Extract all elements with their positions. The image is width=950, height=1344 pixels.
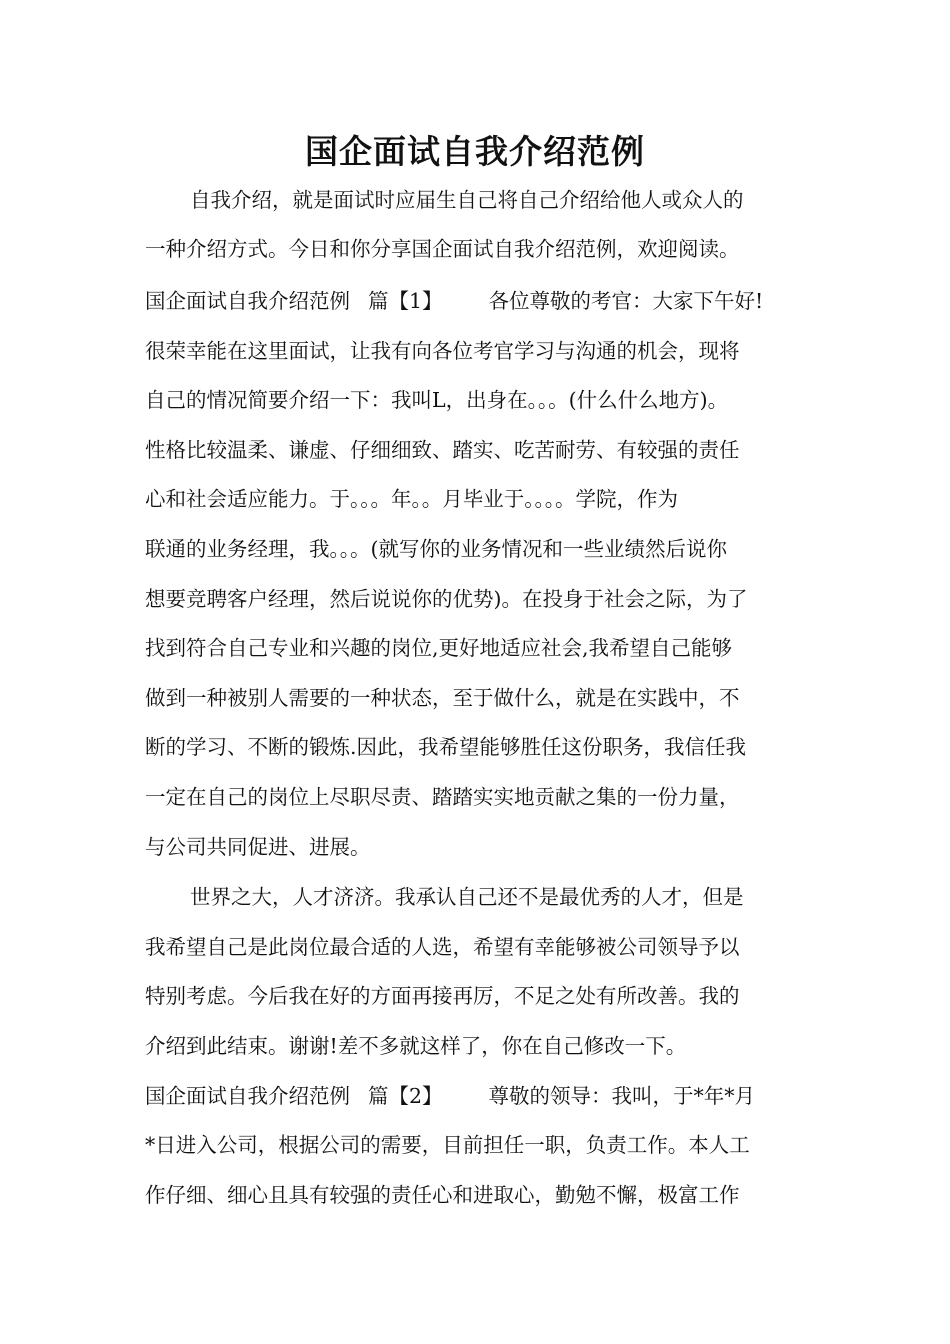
section-1-heading: 国企面试自我介绍范例 bbox=[145, 289, 350, 313]
body-line: 找到符合自己专业和兴趣的岗位,更好地适应社会,我希望自己能够 bbox=[145, 636, 733, 660]
body-line: *日进入公司，根据公司的需要，目前担任一职，负责工作。本人工 bbox=[145, 1133, 750, 1157]
body-line: 特别考虑。今后我在好的方面再接再厉，不足之处有所改善。我的 bbox=[145, 984, 740, 1008]
body-line: 我希望自己是此岗位最合适的人选，希望有幸能够被公司领导予以 bbox=[145, 935, 740, 959]
body-line: 自己的情况简要介绍一下：我叫L，出身在。。。(什么什么地方)。 bbox=[145, 388, 729, 412]
body-line: 世界之大，人才济济。我承认自己还不是最优秀的人才，但是 bbox=[190, 885, 744, 909]
document-title: 国企面试自我介绍范例 bbox=[305, 132, 645, 171]
body-line: 介绍到此结束。谢谢!差不多就这样了，你在自己修改一下。 bbox=[145, 1034, 687, 1058]
section-2-heading: 国企面试自我介绍范例 bbox=[145, 1084, 350, 1108]
section-2-number: 篇【2】 bbox=[368, 1084, 443, 1108]
section-1-heading-line bbox=[145, 281, 763, 321]
body-line: 与公司共同促进、进展。 bbox=[145, 835, 371, 859]
body-line: 联通的业务经理，我。。。(就写你的业务情况和一些业绩然后说你 bbox=[145, 537, 727, 561]
body-line: 作仔细、细心且具有较强的责任心和进取心，勤勉不懈，极富工作 bbox=[145, 1183, 740, 1207]
body-line: 一定在自己的岗位上尽职尽责、踏踏实实地贡献之集的一份力量， bbox=[145, 785, 740, 809]
section-2-first-text: 尊敬的领导：我叫，于*年*月 bbox=[488, 1084, 756, 1108]
intro-line: 一种介绍方式。今日和你分享国企面试自我介绍范例，欢迎阅读。 bbox=[145, 237, 740, 261]
body-line: 心和社会适应能力。于。。。年。。月毕业于。。。。学院，作为 bbox=[145, 487, 678, 511]
body-line: 做到一种被别人需要的一种状态，至于做什么，就是在实践中，不 bbox=[145, 686, 740, 710]
body-line: 想要竞聘客户经理，然后说说你的优势)。在投身于社会之际，为了 bbox=[145, 587, 748, 611]
body-line: 很荣幸能在这里面试，让我有向各位考官学习与沟通的机会，现将 bbox=[145, 339, 740, 363]
body-line: 性格比较温柔、谦虚、仔细细致、踏实、吃苦耐劳、有较强的责任 bbox=[145, 438, 740, 462]
body-line: 断的学习、不断的锻炼.因此，我希望能够胜任这份职务，我信任我 bbox=[145, 735, 747, 759]
section-1-number: 篇【1】 bbox=[368, 289, 443, 313]
intro-line: 自我介绍，就是面试时应届生自己将自己介绍给他人或众人的 bbox=[190, 188, 744, 212]
section-1-first-text: 各位尊敬的考官：大家下午好! bbox=[488, 289, 764, 313]
section-2-heading-line bbox=[145, 1076, 755, 1116]
